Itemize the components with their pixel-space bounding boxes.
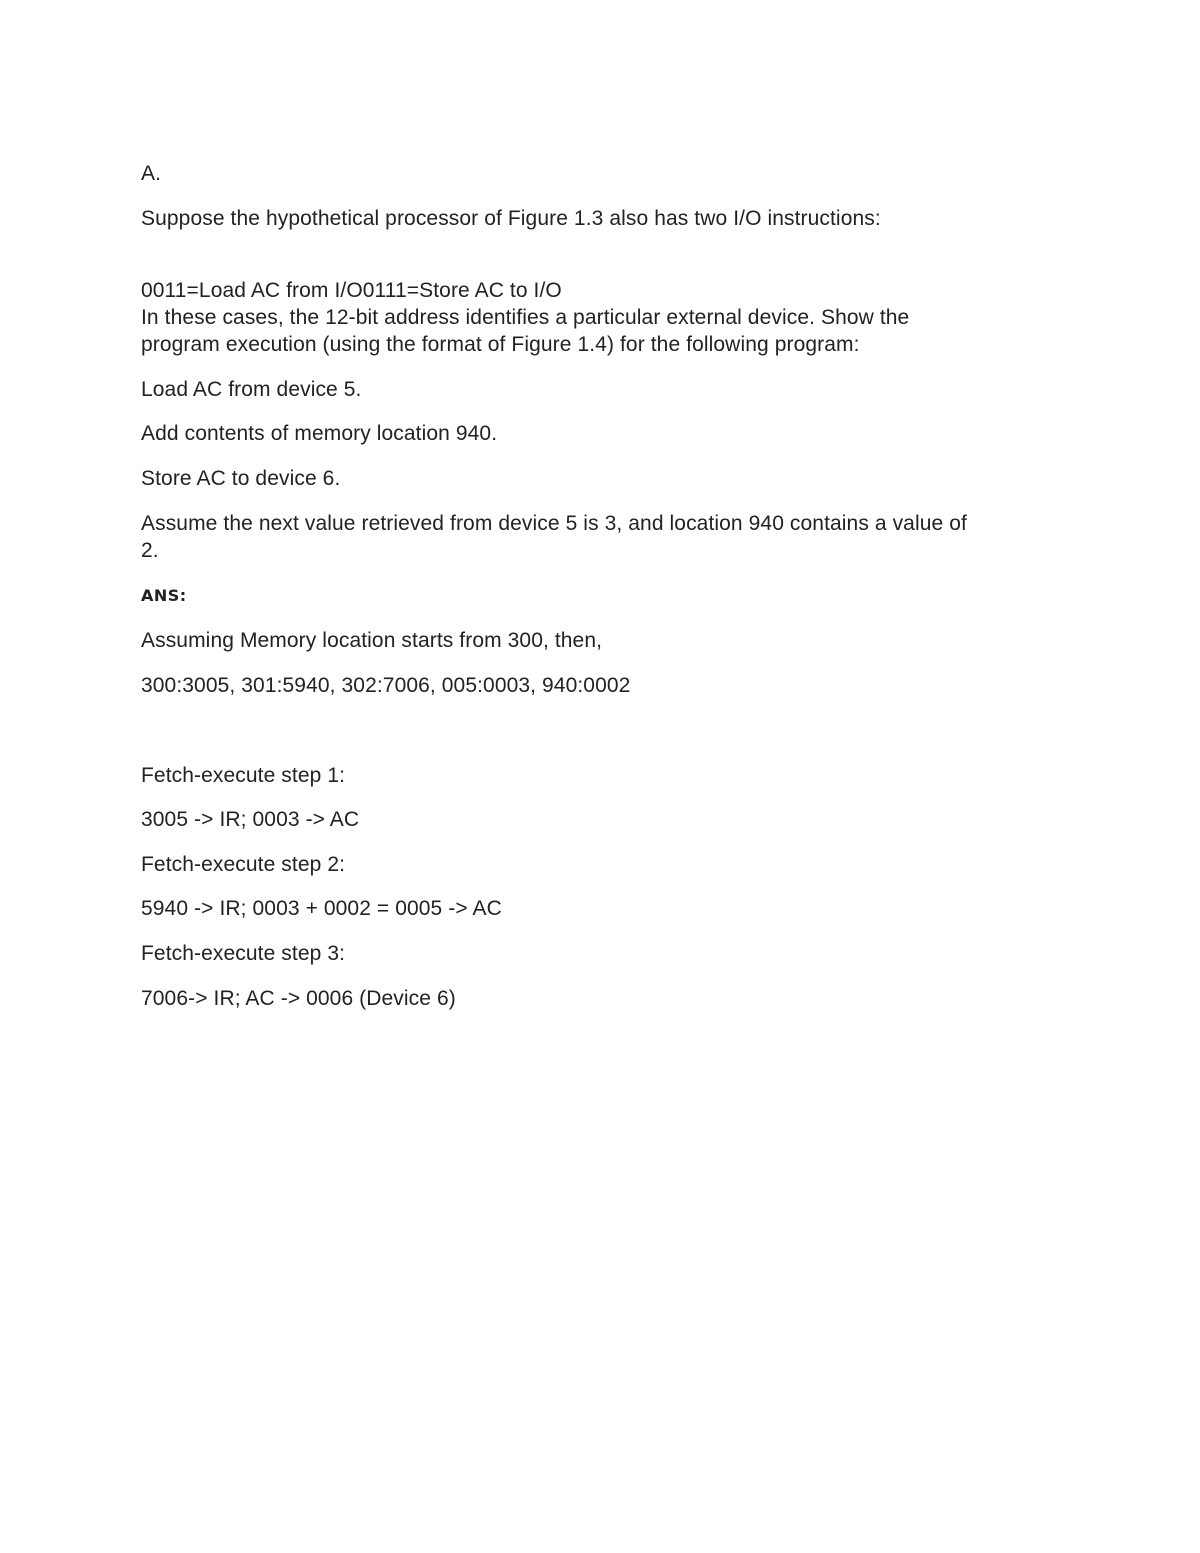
section-heading: A. [141,162,162,185]
step-3-detail: 7006-> IR; AC -> 0006 (Device 6) [141,987,456,1010]
program-step-3: Store AC to device 6. [141,467,341,490]
assumption-line-2: 2. [141,539,159,562]
answer-label: ANS: [141,586,187,605]
io-instructions: 0011=Load AC from I/O0111=Store AC to I/O [141,279,562,302]
program-step-1: Load AC from device 5. [141,378,362,401]
question-description-line-1: In these cases, the 12-bit address identifies a particular external device. Show the [141,306,910,329]
question-intro: Suppose the hypothetical processor of Figure 1.3 also has two I/O instructions: [141,207,881,230]
memory-map: 300:3005, 301:5940, 302:7006, 005:0003, 940:0002 [141,674,631,697]
question-description-line-2: program execution (using the format of Figure 1.4) for the following program: [141,333,860,356]
assumption-line-1: Assume the next value retrieved from device 5 is 3, and location 940 contains a value of [141,512,967,535]
step-1-detail: 3005 -> IR; 0003 -> AC [141,808,360,831]
step-2-detail: 5940 -> IR; 0003 + 0002 = 0005 -> AC [141,897,502,920]
answer-assumption: Assuming Memory location starts from 300, then, [141,629,603,652]
step-2-title: Fetch-execute step 2: [141,853,346,876]
step-3-title: Fetch-execute step 3: [141,942,346,965]
step-1-title: Fetch-execute step 1: [141,764,346,787]
program-step-2: Add contents of memory location 940. [141,422,498,445]
